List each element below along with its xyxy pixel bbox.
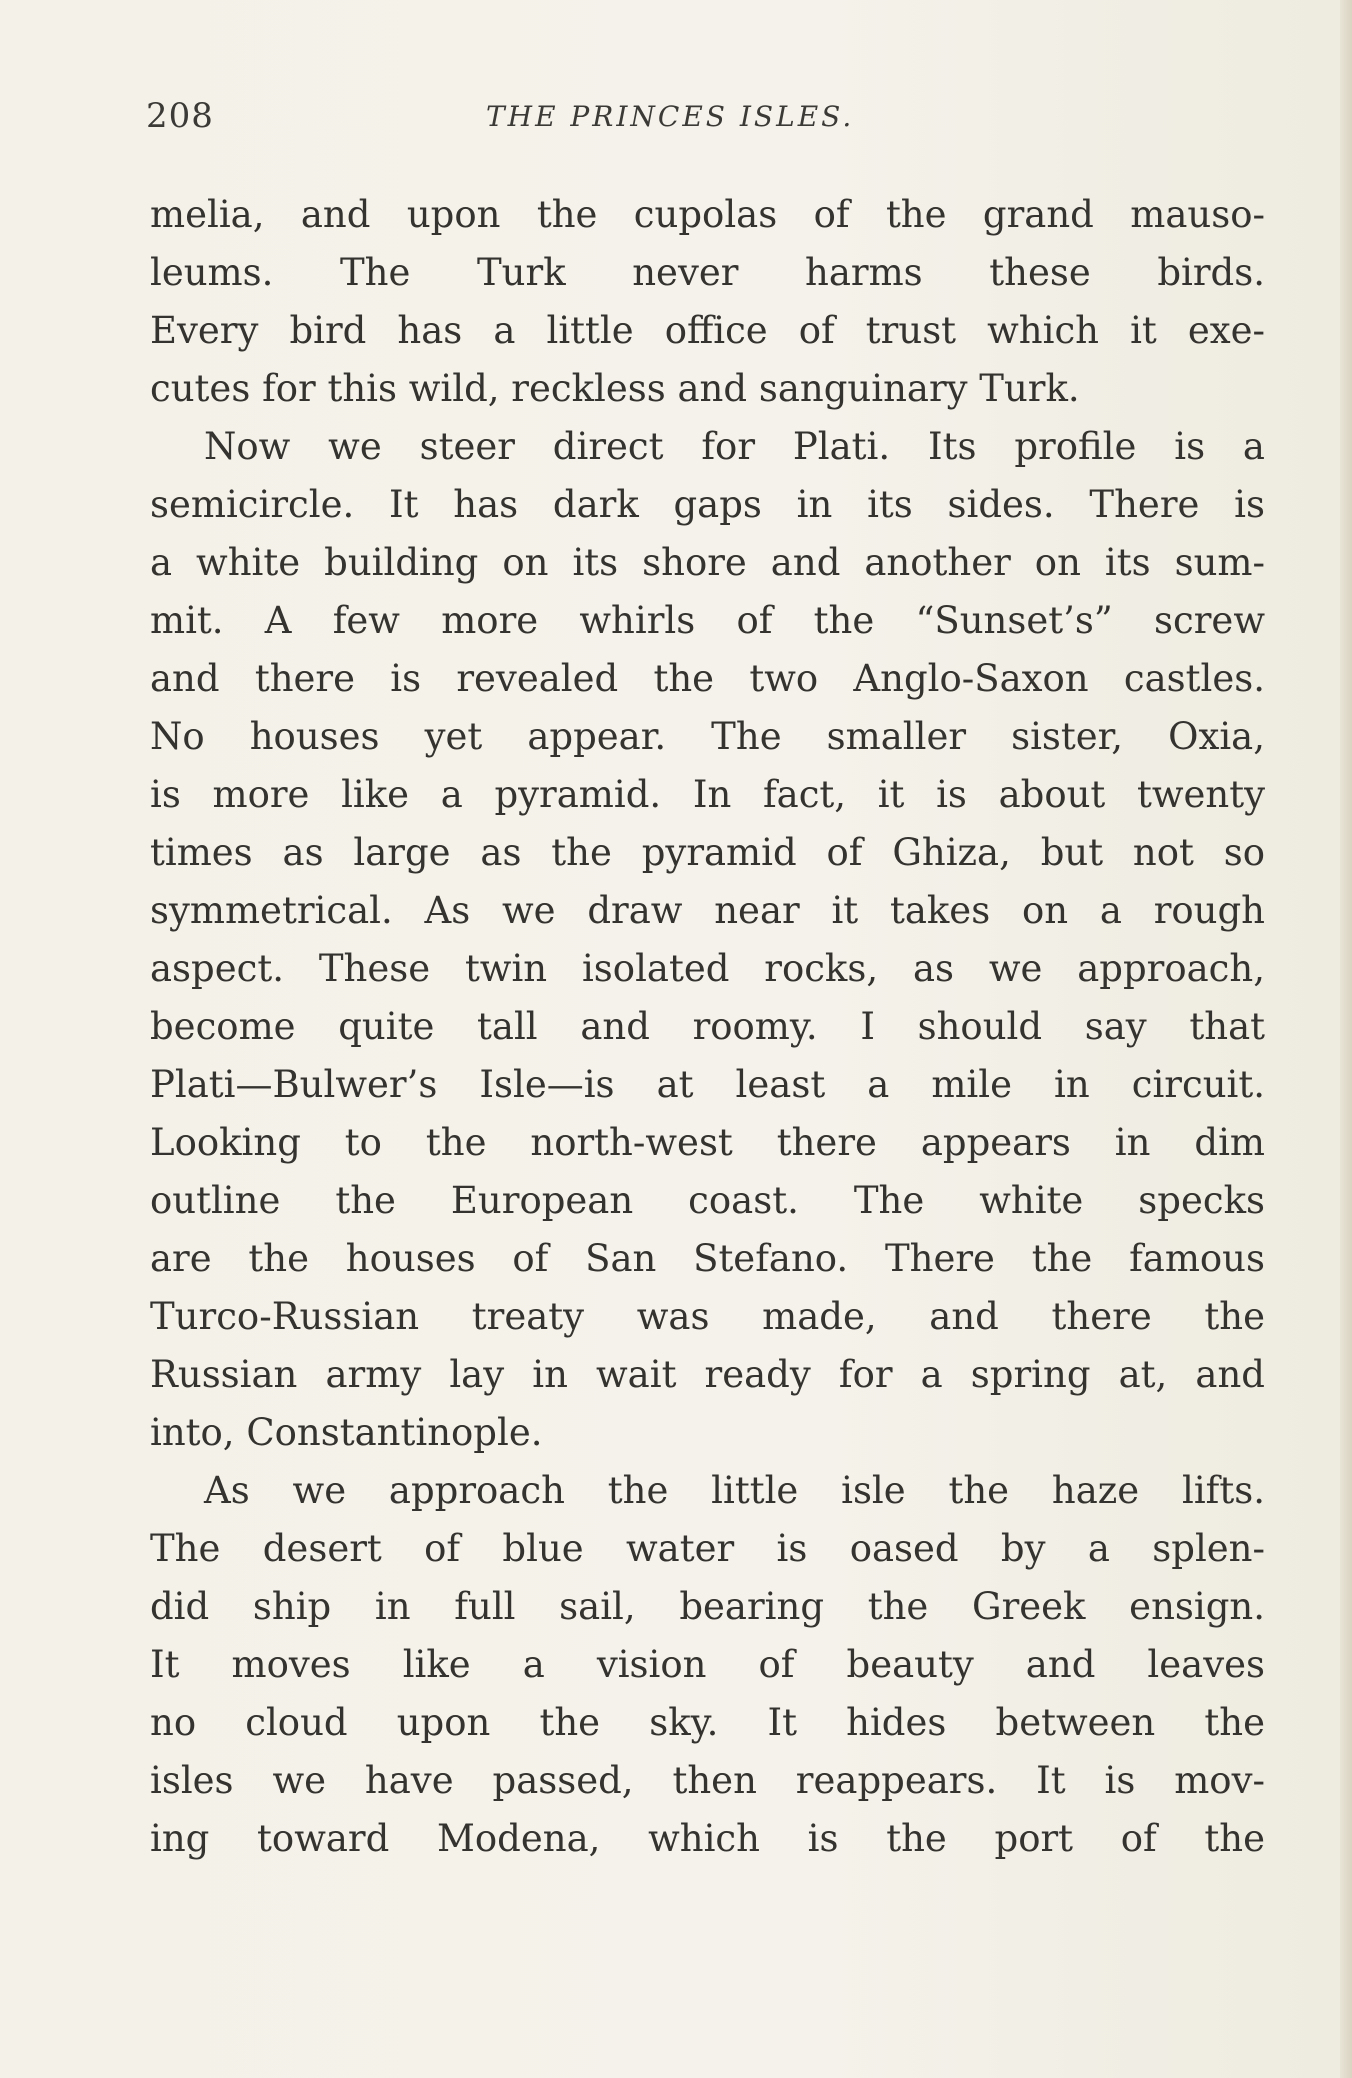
text-line: isles we have passed, then reappears. It is mov-: [150, 1759, 1265, 1802]
text-line: is more like a pyramid. In fact, it is about twenty: [150, 773, 1265, 816]
text-line: Russian army lay in wait ready for a spring at, and: [150, 1353, 1265, 1396]
text-line: melia, and upon the cupolas of the grand mauso-: [150, 193, 1265, 236]
text-line: become quite tall and roomy. I should say that: [150, 1005, 1265, 1048]
page-header: [146, 96, 1264, 144]
text-line: semicircle. It has dark gaps in its sides. There is: [150, 483, 1265, 526]
text-line: Looking to the north-west there appears in dim: [150, 1121, 1265, 1164]
text-line: did ship in full sail, bearing the Greek ensign.: [150, 1585, 1265, 1628]
text-line: As we approach the little isle the haze lifts.: [204, 1469, 1265, 1512]
text-line: Every bird has a little office of trust which it exe-: [150, 309, 1265, 352]
text-line: leums. The Turk never harms these birds.: [150, 251, 1265, 294]
text-line: and there is revealed the two Anglo-Saxon castles.: [150, 657, 1265, 700]
running-title: THE PRINCES ISLES.: [486, 100, 855, 133]
text-line: No houses yet appear. The smaller sister, Oxia,: [150, 715, 1265, 758]
text-line: outline the European coast. The white specks: [150, 1179, 1265, 1222]
text-line: are the houses of San Stefano. There the famous: [150, 1237, 1265, 1280]
text-line: The desert of blue water is oased by a splen-: [150, 1527, 1265, 1570]
body-text: [150, 186, 1265, 1868]
text-line: Plati—Bulwer’s Isle—is at least a mile in circuit.: [150, 1063, 1265, 1106]
text-line: times as large as the pyramid of Ghiza, but not so: [150, 831, 1265, 874]
text-line: no cloud upon the sky. It hides between the: [150, 1701, 1265, 1744]
text-line: symmetrical. As we draw near it takes on a rough: [150, 889, 1265, 932]
page-edge: [1340, 0, 1352, 2078]
text-line: a white building on its shore and another on its sum-: [150, 541, 1265, 584]
text-line: ing toward Modena, which is the port of the: [150, 1817, 1265, 1860]
text-line: mit. A few more whirls of the “Sunset’s” screw: [150, 599, 1265, 642]
page-number: 208: [146, 96, 214, 136]
text-line: cutes for this wild, reckless and sanguinary Turk.: [150, 367, 1080, 410]
text-line: Now we steer direct for Plati. Its profile is a: [204, 425, 1265, 468]
text-line: aspect. These twin isolated rocks, as we approach,: [150, 947, 1265, 990]
text-line: Turco-Russian treaty was made, and there the: [150, 1295, 1265, 1338]
text-line: It moves like a vision of beauty and leaves: [150, 1643, 1265, 1686]
text-line: into, Constantinople.: [150, 1411, 543, 1454]
